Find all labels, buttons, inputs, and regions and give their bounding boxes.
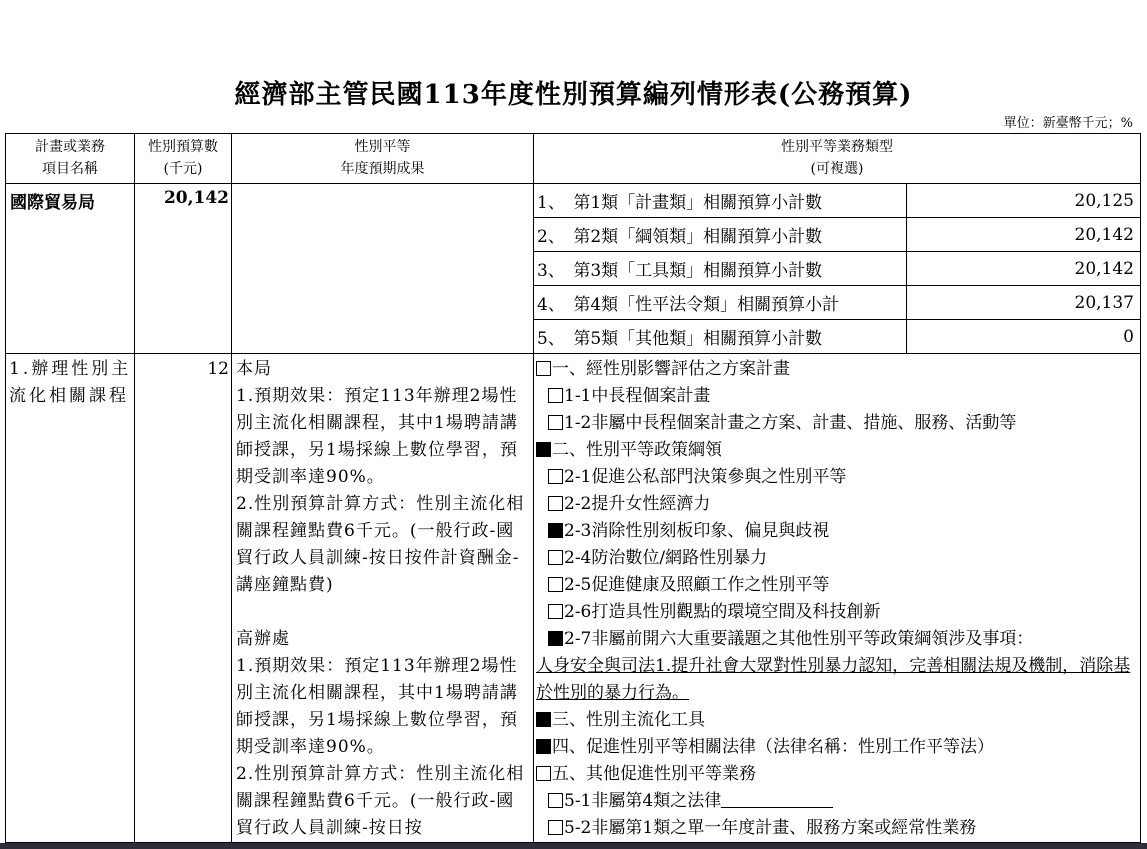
subtotal-table <box>534 184 1140 353</box>
subtotal-value: 20,125 <box>906 184 1140 218</box>
subtotal-label: 4、 第4類「性平法令類」相關預算小計 <box>534 286 906 320</box>
category-label: 2-3消除性別刻板印象、偏見與歧視 <box>564 521 830 541</box>
subtotal-row <box>534 252 1140 286</box>
checked-checkbox-icon <box>536 739 551 754</box>
agency-amount: 20,142 <box>135 184 232 354</box>
category-item <box>536 545 1138 572</box>
category-label: 四、促進性別平等相關法律（法律名稱：性別工作平等法） <box>552 737 994 757</box>
category-label: 三、性別主流化工具 <box>552 710 705 730</box>
category-label: 1-2非屬中長程個案計畫之方案、計畫、措施、服務、活動等 <box>564 413 1017 433</box>
category-label: 五、其他促進性別平等業務 <box>552 764 756 784</box>
category-label: 2-2提升女性經濟力 <box>564 494 711 514</box>
subtotal-value: 20,142 <box>906 218 1140 252</box>
checked-checkbox-icon <box>548 631 563 646</box>
subtotal-label: 5、 第5類「其他類」相關預算小計數 <box>534 320 906 354</box>
category-item <box>536 707 1138 734</box>
fill-in-blank <box>721 789 833 808</box>
category-item <box>536 734 1138 761</box>
subtotal-value: 0 <box>1123 326 1134 347</box>
subtotal-label: 2、 第2類「綱領類」相關預算小計數 <box>534 218 906 252</box>
category-label: 2-7非屬前開六大重要議題之其他性別平等政策綱領涉及事項： <box>564 629 1034 649</box>
unchecked-checkbox-icon <box>548 793 563 808</box>
subtotal-label: 3、 第3類「工具類」相關預算小計數 <box>534 252 906 286</box>
item-outcome: 本局 1.預期效果：預定113年辦理2場性別主流化相關課程，其中1場聘請講師授課，另1場採線上數位學習，預期受訓率達90%。 2.性別預算計算方式：性別主流化相關課程鐘點費6千元。(一般行政-國貿行政人員訓練-按日按件計資酬金-講座鐘點費) 高辦處 1.預期效果：預定113年辦理2場性別主流化相關課程，其中1場聘請講師授課，另1場採線上數位學習，預期受訓率達90%。 2.性別預算計算方式：性別主流化相關課程鐘點費6千元。(一般行政-國貿行政人員訓練-按日按 <box>232 354 534 843</box>
category-label: 2-5促進健康及照顧工作之性別平等 <box>564 575 830 595</box>
category-item <box>536 356 1138 383</box>
agency-subtotals <box>534 184 1141 354</box>
category-label: 1-1中長程個案計畫 <box>564 386 711 406</box>
category-item <box>536 788 1138 815</box>
header-project-name: 計畫或業務 項目名稱 <box>6 134 135 184</box>
unit-note: 單位：新臺幣千元；% <box>1003 116 1133 131</box>
unchecked-checkbox-icon <box>548 415 563 430</box>
category-item <box>536 383 1138 410</box>
item-name: 1.辦理性別主流化相關課程 <box>6 354 135 843</box>
budget-table <box>5 133 1141 843</box>
category-item <box>536 572 1138 599</box>
header-expected-outcome: 性別平等 年度預期成果 <box>232 134 534 184</box>
unchecked-checkbox-icon <box>536 766 551 781</box>
category-item <box>536 437 1138 464</box>
category-item <box>536 653 1138 707</box>
category-item <box>536 491 1138 518</box>
unchecked-checkbox-icon <box>548 820 563 835</box>
category-item <box>536 410 1138 437</box>
category-item <box>536 815 1138 842</box>
category-label: 2-6打造具性別觀點的環境空間及科技創新 <box>564 602 881 622</box>
unchecked-checkbox-icon <box>548 469 563 484</box>
item-categories <box>534 354 1141 843</box>
unchecked-checkbox-icon <box>548 496 563 511</box>
category-label: 人身安全與司法1.提升社會大眾對性別暴力認知，完善相關法規及機制，消除基於性別的暴力行為。 <box>536 656 1131 703</box>
subtotal-value: 20,137 <box>906 286 1140 320</box>
subtotal-row <box>534 286 1140 320</box>
category-label: 2-4防治數位/網路性別暴力 <box>564 548 768 568</box>
subtotal-value: 20,142 <box>906 252 1140 286</box>
window-bottom-bar <box>0 843 1147 849</box>
item-row <box>6 354 1141 843</box>
agency-row <box>6 184 1141 354</box>
header-row <box>6 134 1141 184</box>
subtotal-row <box>534 320 1140 354</box>
header-budget-amount: 性別預算數 (千元) <box>135 134 232 184</box>
category-item <box>536 518 1138 545</box>
category-item <box>536 599 1138 626</box>
unchecked-checkbox-icon <box>548 604 563 619</box>
checked-checkbox-icon <box>536 712 551 727</box>
unchecked-checkbox-icon <box>548 577 563 592</box>
page-title: 經濟部主管民國113年度性別預算編列情形表(公務預算) <box>234 80 913 110</box>
category-label: 2-1促進公私部門決策參與之性別平等 <box>564 467 847 487</box>
category-item <box>536 626 1138 653</box>
agency-outcome-empty <box>232 184 534 354</box>
category-label: 5-2非屬第1類之單一年度計畫、服務方案或經常性業務 <box>564 818 977 838</box>
checked-checkbox-icon <box>548 523 563 538</box>
category-label: 二、性別平等政策綱領 <box>552 440 722 460</box>
item-amount: 12 <box>135 354 232 843</box>
subtotal-label: 1、 第1類「計畫類」相關預算小計數 <box>534 184 906 218</box>
category-item <box>536 761 1138 788</box>
agency-name: 國際貿易局 <box>6 184 135 354</box>
category-label: 一、經性別影響評估之方案計畫 <box>552 359 790 379</box>
unchecked-checkbox-icon <box>548 550 563 565</box>
unchecked-checkbox-icon <box>548 388 563 403</box>
subtotal-row <box>534 218 1140 252</box>
unchecked-checkbox-icon <box>536 361 551 376</box>
checked-checkbox-icon <box>536 442 551 457</box>
subtotal-row <box>534 184 1140 218</box>
category-item <box>536 464 1138 491</box>
header-business-type: 性別平等業務類型 (可複選) <box>534 134 1141 184</box>
category-label: 5-1非屬第4類之法律 <box>564 791 722 811</box>
